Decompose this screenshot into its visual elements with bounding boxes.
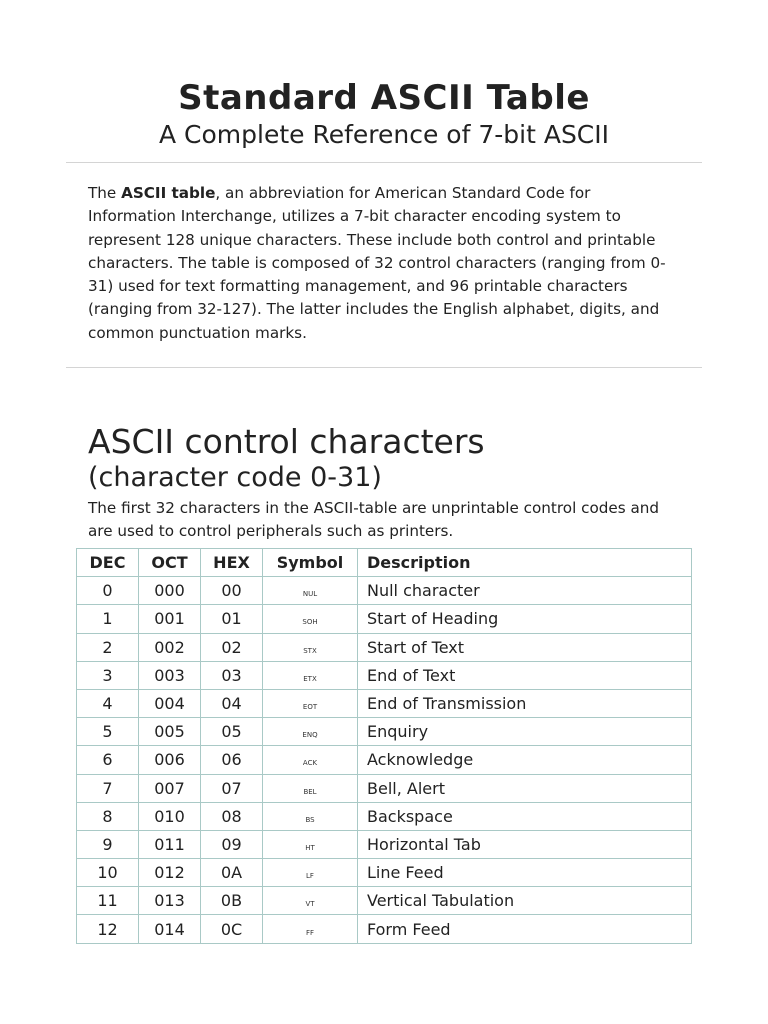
- cell-hex: 0C: [201, 915, 263, 943]
- cell-symbol: [263, 774, 358, 802]
- page-subtitle: A Complete Reference of 7-bit ASCII: [158, 120, 610, 149]
- column-header-dec: DEC: [77, 549, 139, 577]
- table-row: [77, 915, 692, 943]
- symbol-glyph: SOH: [302, 618, 318, 627]
- symbol-glyph: LF: [306, 872, 314, 881]
- cell-symbol: [263, 577, 358, 605]
- symbol-glyph: STX: [303, 646, 317, 655]
- cell-description: Enquiry: [358, 718, 692, 746]
- cell-symbol: [263, 718, 358, 746]
- table-header-row: [77, 549, 692, 577]
- table-row: [77, 774, 692, 802]
- cell-dec: 2: [77, 633, 139, 661]
- divider-top: [66, 162, 702, 163]
- table-row: [77, 802, 692, 830]
- symbol-glyph: EOT: [302, 703, 318, 712]
- table-row: [77, 887, 692, 915]
- intro-bold-term: ASCII table: [121, 184, 216, 202]
- cell-symbol: [263, 746, 358, 774]
- section-subtitle: (character code 0-31): [88, 462, 382, 493]
- table-row: [77, 661, 692, 689]
- symbol-glyph: FF: [305, 928, 315, 937]
- cell-dec: 8: [77, 802, 139, 830]
- cell-hex: 00: [201, 577, 263, 605]
- symbol-glyph: BS: [305, 815, 315, 824]
- cell-symbol: [263, 802, 358, 830]
- cell-oct: 004: [139, 689, 201, 717]
- symbol-glyph: ENQ: [302, 731, 318, 740]
- cell-oct: 003: [139, 661, 201, 689]
- cell-oct: 012: [139, 859, 201, 887]
- cell-hex: 02: [201, 633, 263, 661]
- symbol-glyph: VT: [305, 900, 315, 909]
- column-header-hex: HEX: [201, 549, 263, 577]
- symbol-glyph: NUL: [302, 590, 318, 599]
- cell-description: Acknowledge: [358, 746, 692, 774]
- cell-oct: 002: [139, 633, 201, 661]
- cell-description: Line Feed: [358, 859, 692, 887]
- symbol-glyph: BEL: [303, 787, 317, 796]
- cell-dec: 4: [77, 689, 139, 717]
- cell-description: Backspace: [358, 802, 692, 830]
- cell-description: Horizontal Tab: [358, 830, 692, 858]
- cell-symbol: [263, 661, 358, 689]
- cell-hex: 06: [201, 746, 263, 774]
- column-header-description: Description: [358, 549, 692, 577]
- cell-hex: 01: [201, 605, 263, 633]
- table-row: [77, 605, 692, 633]
- cell-oct: 010: [139, 802, 201, 830]
- cell-symbol: [263, 605, 358, 633]
- cell-symbol: [263, 689, 358, 717]
- symbol-glyph: ETX: [303, 674, 317, 683]
- cell-oct: 014: [139, 915, 201, 943]
- table-row: [77, 830, 692, 858]
- cell-hex: 09: [201, 830, 263, 858]
- table-row: [77, 859, 692, 887]
- intro-prefix: The: [88, 184, 122, 202]
- column-header-oct: OCT: [139, 549, 201, 577]
- cell-hex: 0A: [201, 859, 263, 887]
- cell-dec: 7: [77, 774, 139, 802]
- cell-hex: 08: [201, 802, 263, 830]
- cell-symbol: [263, 830, 358, 858]
- intro-text: , an abbreviation for American Standard Code for Information Interchange, utilizes a 7-bit character encoding system to represent 128 unique characters. These include both control and printable characters. The table is composed of 32 control characters (ranging from 0-31) used for text formatting management, and 96 printable characters (ranging from 32-127). The latter includes the English alphabet, digits, and common punctuation marks.: [88, 184, 666, 342]
- table-row: [77, 718, 692, 746]
- section-description: The first 32 characters in the ASCII-table are unprintable control codes and are used to control peripherals such as printers.: [88, 499, 660, 541]
- cell-dec: 3: [77, 661, 139, 689]
- cell-oct: 005: [139, 718, 201, 746]
- table-row: [77, 746, 692, 774]
- cell-symbol: [263, 915, 358, 943]
- cell-oct: 000: [139, 577, 201, 605]
- cell-hex: 0B: [201, 887, 263, 915]
- section-title: ASCII control characters: [88, 422, 485, 461]
- cell-description: Start of Text: [358, 633, 692, 661]
- cell-symbol: [263, 633, 358, 661]
- cell-dec: 0: [77, 577, 139, 605]
- cell-hex: 04: [201, 689, 263, 717]
- cell-dec: 6: [77, 746, 139, 774]
- cell-dec: 5: [77, 718, 139, 746]
- cell-symbol: [263, 859, 358, 887]
- symbol-glyph: ACK: [302, 759, 318, 768]
- cell-hex: 07: [201, 774, 263, 802]
- cell-description: Vertical Tabulation: [358, 887, 692, 915]
- page-title: Standard ASCII Table: [178, 78, 590, 118]
- table-row: [77, 689, 692, 717]
- cell-oct: 001: [139, 605, 201, 633]
- cell-dec: 9: [77, 830, 139, 858]
- cell-description: Form Feed: [358, 915, 692, 943]
- cell-dec: 1: [77, 605, 139, 633]
- ascii-control-table: [76, 548, 692, 944]
- symbol-glyph: HT: [305, 843, 315, 852]
- cell-description: Null character: [358, 577, 692, 605]
- cell-hex: 05: [201, 718, 263, 746]
- cell-hex: 03: [201, 661, 263, 689]
- table-row: [77, 633, 692, 661]
- divider-bottom: [66, 367, 702, 368]
- cell-oct: 007: [139, 774, 201, 802]
- intro-paragraph: [88, 182, 678, 345]
- cell-dec: 10: [77, 859, 139, 887]
- cell-description: Bell, Alert: [358, 774, 692, 802]
- cell-symbol: [263, 887, 358, 915]
- cell-dec: 12: [77, 915, 139, 943]
- cell-oct: 006: [139, 746, 201, 774]
- cell-oct: 013: [139, 887, 201, 915]
- cell-dec: 11: [77, 887, 139, 915]
- cell-description: End of Text: [358, 661, 692, 689]
- column-header-symbol: Symbol: [263, 549, 358, 577]
- cell-oct: 011: [139, 830, 201, 858]
- cell-description: End of Transmission: [358, 689, 692, 717]
- table-row: [77, 577, 692, 605]
- cell-description: Start of Heading: [358, 605, 692, 633]
